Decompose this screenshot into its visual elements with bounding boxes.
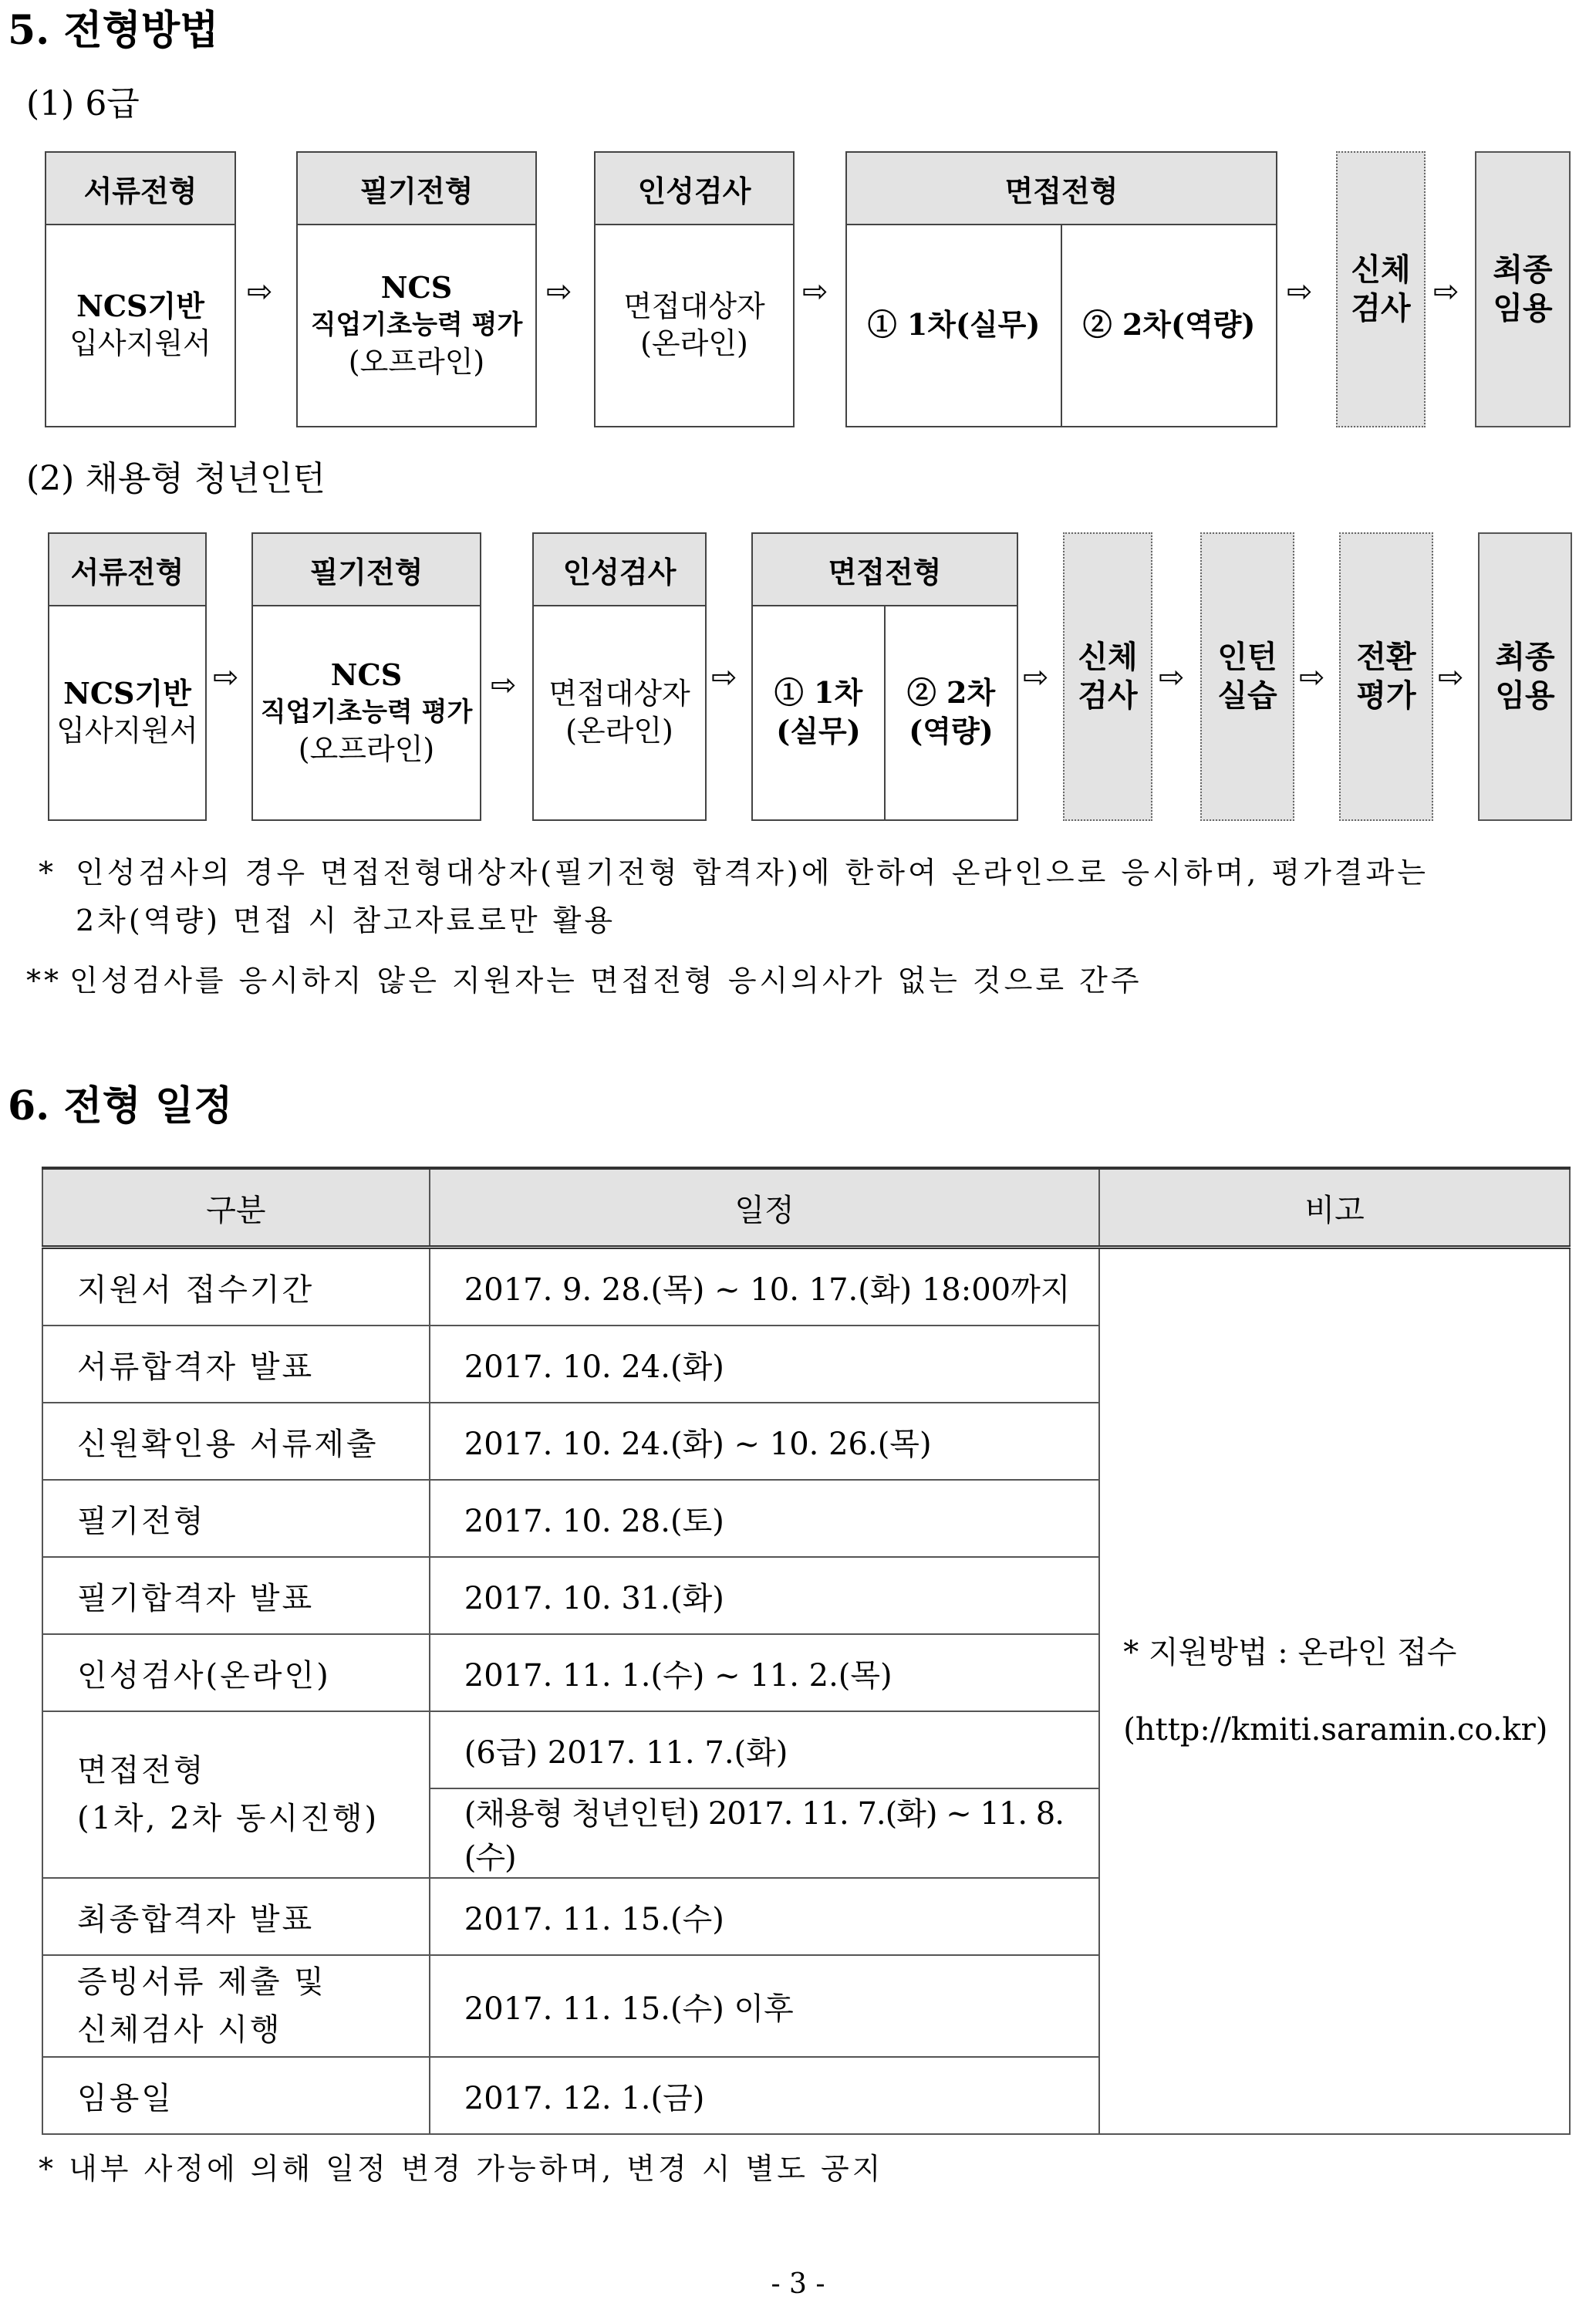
subsection-6grade: (1) 6급 <box>26 84 140 123</box>
flow1-doc-line2: 입사지원서 <box>69 326 211 360</box>
flow2-final-line1: 최종 <box>1495 639 1555 675</box>
flow2-written-line3: (오프라인) <box>298 732 435 766</box>
flow1-doc-head: 서류전형 <box>46 153 235 225</box>
remark-cell <box>1099 1248 1570 2135</box>
note2-mark: ** <box>26 964 62 998</box>
flow1-personality-line2: (온라인) <box>640 326 748 360</box>
row-label <box>42 1955 430 2057</box>
flow1-personality-line1: 면접대상자 <box>623 289 765 323</box>
flow2-physical-box <box>1063 532 1152 821</box>
remark-line1: * 지원방법 : 온라인 접수 <box>1123 1635 1457 1670</box>
flow2-personality-line2: (온라인) <box>565 714 673 748</box>
row-label: 서류합격자 발표 <box>42 1326 430 1403</box>
row-label: 신원확인용 서류제출 <box>42 1403 430 1480</box>
flow2-personality-head: 인성검사 <box>534 534 705 606</box>
flow1-written-head: 필기전형 <box>298 153 535 225</box>
row-date: 2017. 11. 15.(수) <box>430 1878 1099 1955</box>
arrow-right-icon: ⇨ <box>546 274 572 309</box>
row-date: 2017. 10. 28.(토) <box>430 1480 1099 1557</box>
flow1-interview-first: ① 1차(실무) <box>867 307 1041 342</box>
docs-label-2: 신체검사 시행 <box>77 2012 282 2048</box>
flow1-doc-box <box>45 151 236 427</box>
arrow-right-icon: ⇨ <box>213 660 239 695</box>
row-label <box>42 1711 430 1878</box>
flow1-personality-head: 인성검사 <box>596 153 793 225</box>
flow1-interview-second: ② 2차(역량) <box>1061 224 1276 426</box>
flow2-doc-head: 서류전형 <box>49 534 205 606</box>
row-date: 2017. 10. 24.(화) ~ 10. 26.(목) <box>430 1403 1099 1480</box>
row-date: 2017. 12. 1.(금) <box>430 2057 1099 2134</box>
flow1-final-box <box>1475 151 1571 427</box>
arrow-right-icon: ⇨ <box>1023 660 1049 695</box>
table-header-row <box>42 1168 1570 1248</box>
arrow-right-icon: ⇨ <box>1299 660 1325 695</box>
row-date: 2017. 10. 24.(화) <box>430 1326 1099 1403</box>
flow2-final-box <box>1478 532 1572 821</box>
row-date: 2017. 9. 28.(목) ~ 10. 17.(화) 18:00까지 <box>430 1248 1099 1326</box>
flow2-physical-line1: 신체 <box>1078 639 1138 675</box>
section6-title: 6. 전형 일정 <box>8 1082 233 1130</box>
row-label: 임용일 <box>42 2057 430 2134</box>
note1-mark: * <box>39 856 56 890</box>
flow2-personality-box <box>532 532 707 821</box>
row-label: 최종합격자 발표 <box>42 1878 430 1955</box>
row-label: 지원서 접수기간 <box>42 1248 430 1326</box>
flow1-written-box <box>296 151 537 427</box>
subsection-youth-intern: (2) 채용형 청년인턴 <box>26 459 326 498</box>
flow2-written-head: 필기전형 <box>253 534 480 606</box>
page-number: - 3 - <box>771 2268 825 2300</box>
row-date: (6급) 2017. 11. 7.(화) <box>430 1711 1099 1788</box>
row-label: 인성검사(온라인) <box>42 1634 430 1711</box>
arrow-right-icon: ⇨ <box>1433 274 1459 309</box>
flow2-doc-line1: NCS기반 <box>63 676 191 711</box>
flow2-convert-box <box>1339 532 1433 821</box>
arrow-right-icon: ⇨ <box>1438 660 1464 695</box>
table-row <box>42 1248 1570 1326</box>
flow1-personality-box <box>594 151 795 427</box>
header-category: 구분 <box>42 1168 430 1248</box>
flow2-written-line2: 직업기초능력 평가 <box>260 697 473 728</box>
flow2-interview-first-a: ① 1차 <box>774 675 863 710</box>
note1-line1: 인성검사의 경우 면접전형대상자(필기전형 합격자)에 한하여 온라인으로 응시하며, 평가결과는 <box>76 856 1429 890</box>
docs-label-1: 증빙서류 제출 및 <box>77 1964 326 2000</box>
section5-title: 5. 전형방법 <box>8 7 219 54</box>
arrow-right-icon: ⇨ <box>1159 660 1185 695</box>
flow1-final-line2: 임용 <box>1493 290 1553 326</box>
flow1-written-line3: (오프라인) <box>348 345 485 379</box>
flow2-written-box <box>251 532 481 821</box>
flow2-interview-second-b: (역량) <box>909 714 994 748</box>
flow1-physical-line1: 신체 <box>1351 252 1411 288</box>
flow1-physical-box <box>1336 151 1426 427</box>
interview-label-2: (1차, 2차 동시진행) <box>77 1801 380 1836</box>
row-label: 필기합격자 발표 <box>42 1557 430 1634</box>
remark-url: (http://kmiti.saramin.co.kr) <box>1123 1712 1548 1748</box>
flow1-written-line1: NCS <box>380 270 453 305</box>
flow2-interview-head: 면접전형 <box>753 534 1017 606</box>
row-date: (채용형 청년인턴) 2017. 11. 7.(화) ~ 11. 8.(수) <box>430 1788 1099 1878</box>
flow2-personality-line1: 면접대상자 <box>548 677 690 711</box>
flow2-interview-first-b: (실무) <box>776 714 861 748</box>
flow2-final-line2: 임용 <box>1495 677 1555 714</box>
arrow-right-icon: ⇨ <box>711 660 737 695</box>
flow2-written-line1: NCS <box>330 657 403 692</box>
arrow-right-icon: ⇨ <box>247 274 273 309</box>
header-remark: 비고 <box>1099 1168 1570 1248</box>
flow2-convert-line1: 전환 <box>1356 639 1416 675</box>
flow2-interview-box <box>751 532 1018 821</box>
interview-label-1: 면접전형 <box>77 1753 206 1788</box>
flow1-written-line2: 직업기초능력 평가 <box>310 309 523 340</box>
header-schedule: 일정 <box>430 1168 1099 1248</box>
flow1-doc-line1: NCS기반 <box>76 289 204 323</box>
flow1-final-line1: 최종 <box>1493 252 1553 288</box>
flow2-intern-line1: 인턴 <box>1217 639 1277 675</box>
flow2-physical-line2: 검사 <box>1078 677 1138 714</box>
flow2-intern-line2: 실습 <box>1217 677 1277 714</box>
arrow-right-icon: ⇨ <box>802 274 828 309</box>
flow2-convert-line2: 평가 <box>1356 677 1416 714</box>
row-date: 2017. 11. 15.(수) 이후 <box>430 1955 1099 2057</box>
flow1-interview-head: 면접전형 <box>847 153 1276 225</box>
arrow-right-icon: ⇨ <box>1287 274 1313 309</box>
schedule-footnote: * 내부 사정에 의해 일정 변경 가능하며, 변경 시 별도 공지 <box>39 2152 884 2186</box>
note2-text: 인성검사를 응시하지 않은 지원자는 면접전형 응시의사가 없는 것으로 간주 <box>69 964 1142 998</box>
flow1-interview-box <box>845 151 1277 427</box>
flow2-doc-line2: 입사지원서 <box>56 714 198 748</box>
arrow-right-icon: ⇨ <box>491 667 517 703</box>
row-date: 2017. 10. 31.(화) <box>430 1557 1099 1634</box>
row-date: 2017. 11. 1.(수) ~ 11. 2.(목) <box>430 1634 1099 1711</box>
flow2-doc-box <box>48 532 207 821</box>
flow2-interview-second-a: ② 2차 <box>906 675 996 710</box>
flow1-physical-line2: 검사 <box>1351 290 1411 326</box>
flow2-intern-box <box>1200 532 1294 821</box>
schedule-table <box>42 1167 1571 2135</box>
row-label: 필기전형 <box>42 1480 430 1557</box>
note1-line2: 2차(역량) 면접 시 참고자료로만 활용 <box>76 903 616 937</box>
